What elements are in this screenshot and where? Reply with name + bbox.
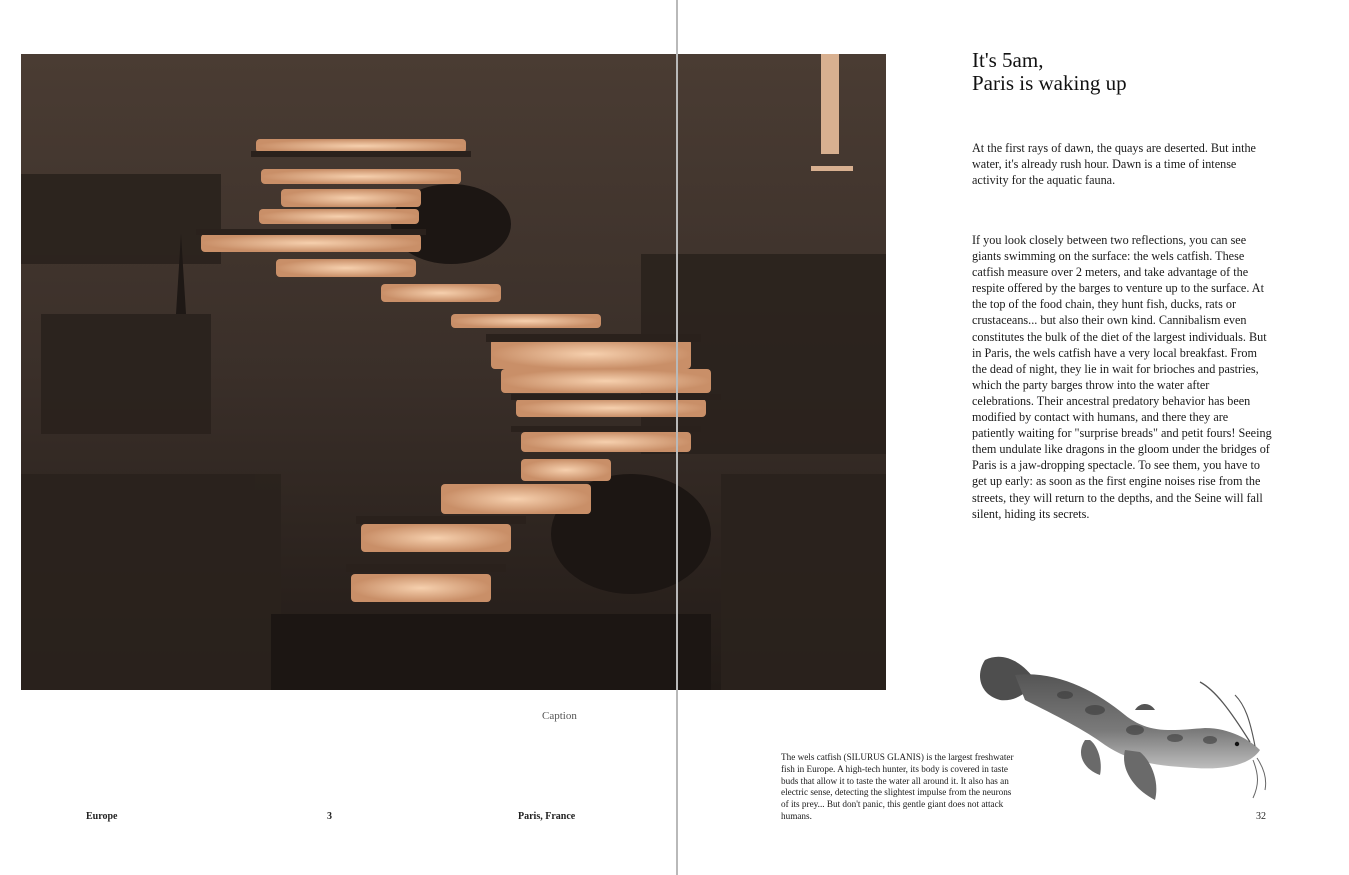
- footer-section: Europe: [86, 811, 118, 822]
- seine-bridges-photo: [21, 54, 886, 690]
- title-line-2: Paris is waking up: [972, 71, 1127, 95]
- body-paragraph: If you look closely between two reflections, you can see giants swimming on the surface: the wels catfish. These catfish measure over 2 meters, and take advantage of the respite offered by the barges to venture up to the surface. At the top of the food chain, they hunt fish, ducks, rats or crustaceans... but also their own kind. Cannibalism even constitutes the bulk of the diet of the largest individuals. But in Paris, the wels catfish have a very local breakfast. From the dead of night, they lie in wait for brioches and pastries, which the party barges throw into the water after celebrations. Their ancestral predatory behavior has been modified by contact with humans, and there they are patiently waiting for "surprise breads" and petit fours! Seeing them undulate like dragons in the gloom under the bridges of Paris is a jaw-dropping spectacle. To see them, you have to get up early: as soon as the first engine noises rise from the streets, they will return to the depths, and the Seine will fall silent, hiding its secrets.: [972, 233, 1272, 521]
- photo-caption: Caption: [542, 710, 577, 722]
- catfish-caption: The wels catfish (SILURUS GLANIS) is the largest freshwater fish in Europe. A high-tech hunter, its body is covered in taste buds that allow it to taste the water all around it. It also has an electric sense, detecting the slightest impulse from the neurons of its prey... But don't panic, this gentle giant does not attack humans.: [781, 752, 1014, 821]
- footer-location: Paris, France: [518, 811, 576, 822]
- right-page-number: 32: [1256, 811, 1266, 822]
- title-line-1: It's 5am,: [972, 48, 1044, 72]
- intro-paragraph: At the first rays of dawn, the quays are deserted. But inthe water, it's already rush hour. Dawn is a time of intense activity for the aquatic fauna.: [972, 141, 1256, 188]
- article-title: [972, 49, 1292, 95]
- page-spine: [676, 0, 678, 875]
- left-page-number: 3: [327, 811, 332, 822]
